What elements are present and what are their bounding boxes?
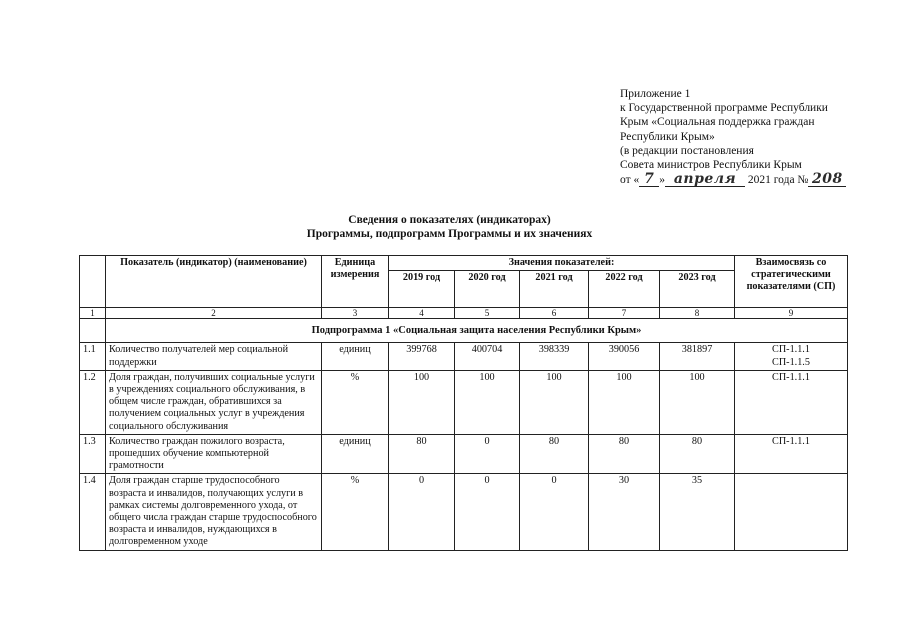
header-year: 2023 год <box>660 271 735 308</box>
header-number-cell <box>80 256 106 308</box>
header-indicator: Показатель (индикатор) (наименование) <box>106 256 322 308</box>
table-row <box>80 343 848 370</box>
column-number: 6 <box>520 308 589 319</box>
indicator-name: Количество получателей мер социальной поддержки <box>106 343 322 370</box>
header-row-1 <box>80 256 848 271</box>
column-number: 4 <box>389 308 455 319</box>
handwritten-month: апреля <box>665 172 745 187</box>
value-2021: 100 <box>520 370 589 434</box>
value-2022: 80 <box>589 434 660 474</box>
header-year: 2019 год <box>389 271 455 308</box>
column-number: 9 <box>735 308 848 319</box>
value-2020: 0 <box>455 474 520 550</box>
unit-cell: единиц <box>322 343 389 370</box>
header-year: 2022 год <box>589 271 660 308</box>
value-2021: 398339 <box>520 343 589 370</box>
appendix-block <box>620 87 880 187</box>
row-number: 1.2 <box>80 370 106 434</box>
relation-item: СП-1.1.1 <box>772 435 810 447</box>
value-2020: 400704 <box>455 343 520 370</box>
indicators-table <box>79 255 848 551</box>
relation-item: СП-1.1.5 <box>772 356 810 368</box>
value-2023: 100 <box>660 370 735 434</box>
value-2019: 100 <box>389 370 455 434</box>
table-row <box>80 474 848 550</box>
value-2020: 0 <box>455 434 520 474</box>
row-number: 1.3 <box>80 434 106 474</box>
appendix-date-line <box>620 172 880 187</box>
document-heading <box>0 213 899 241</box>
value-2023: 381897 <box>660 343 735 370</box>
relation-cell <box>735 343 848 370</box>
column-number: 2 <box>106 308 322 319</box>
heading-line-1: Сведения о показателях (индикаторах) <box>348 214 551 226</box>
value-2019: 399768 <box>389 343 455 370</box>
unit-cell: % <box>322 370 389 434</box>
indicator-name: Доля граждан, получивших социальные услуги в учреждениях социального обслуживания, в общем числе граждан, обратившихся за получением социальных услуг в учреждения социального обслуживания <box>106 370 322 434</box>
value-2020: 100 <box>455 370 520 434</box>
value-2023: 80 <box>660 434 735 474</box>
appendix-line: Совета министров Республики Крым <box>620 159 802 172</box>
header-values: Значения показателей: <box>389 256 735 271</box>
appendix-line: (в редакции постановления <box>620 144 754 157</box>
date-prefix: от « <box>620 174 640 187</box>
date-mid: » <box>659 174 665 187</box>
heading-line-2: Программы, подпрограмм Программы и их значениях <box>306 228 593 240</box>
header-year: 2021 год <box>520 271 589 308</box>
unit-cell: % <box>322 474 389 550</box>
value-2019: 0 <box>389 474 455 550</box>
value-2019: 80 <box>389 434 455 474</box>
column-numbers-row <box>80 308 848 319</box>
appendix-line: Крым «Социальная поддержка граждан <box>620 116 815 129</box>
header-year: 2020 год <box>455 271 520 308</box>
value-2023: 35 <box>660 474 735 550</box>
value-2021: 80 <box>520 434 589 474</box>
appendix-line: Приложение 1 <box>620 88 691 100</box>
column-number: 1 <box>80 308 106 319</box>
column-number: 3 <box>322 308 389 319</box>
value-2022: 30 <box>589 474 660 550</box>
relation-cell <box>735 434 848 474</box>
year-text: 2021 года № <box>747 174 809 187</box>
value-2022: 100 <box>589 370 660 434</box>
table-row <box>80 370 848 434</box>
header-relation: Взаимосвязь со стратегическими показателями (СП) <box>735 256 848 308</box>
relation-cell <box>735 370 848 434</box>
relation-item: СП-1.1.1 <box>772 371 810 383</box>
column-number: 5 <box>455 308 520 319</box>
table-row <box>80 434 848 474</box>
handwritten-number: 208 <box>808 172 846 187</box>
row-number: 1.4 <box>80 474 106 550</box>
column-number: 8 <box>660 308 735 319</box>
appendix-line: Республики Крым» <box>620 130 715 143</box>
row-number: 1.1 <box>80 343 106 370</box>
subprogram-row <box>80 319 848 343</box>
subprogram-title: Подпрограмма 1 «Социальная защита населения Республики Крым» <box>106 319 848 343</box>
relation-cell <box>735 474 848 550</box>
subprogram-blank-cell <box>80 319 106 343</box>
indicator-name: Количество граждан пожилого возраста, прошедших обучение компьютерной грамотности <box>106 434 322 474</box>
handwritten-day: 7 <box>639 172 659 187</box>
value-2022: 390056 <box>589 343 660 370</box>
relation-item: СП-1.1.1 <box>772 344 810 356</box>
header-unit: Единица измерения <box>322 256 389 308</box>
indicator-name: Доля граждан старше трудоспособного возраста и инвалидов, получающих услуги в рамках системы долговременного ухода, от общего числа граждан старше трудоспособного возраста и инвалидов, нуждающихся в долговременном уходе <box>106 474 322 550</box>
unit-cell: единиц <box>322 434 389 474</box>
appendix-line: к Государственной программе Республики <box>620 102 828 115</box>
value-2021: 0 <box>520 474 589 550</box>
column-number: 7 <box>589 308 660 319</box>
